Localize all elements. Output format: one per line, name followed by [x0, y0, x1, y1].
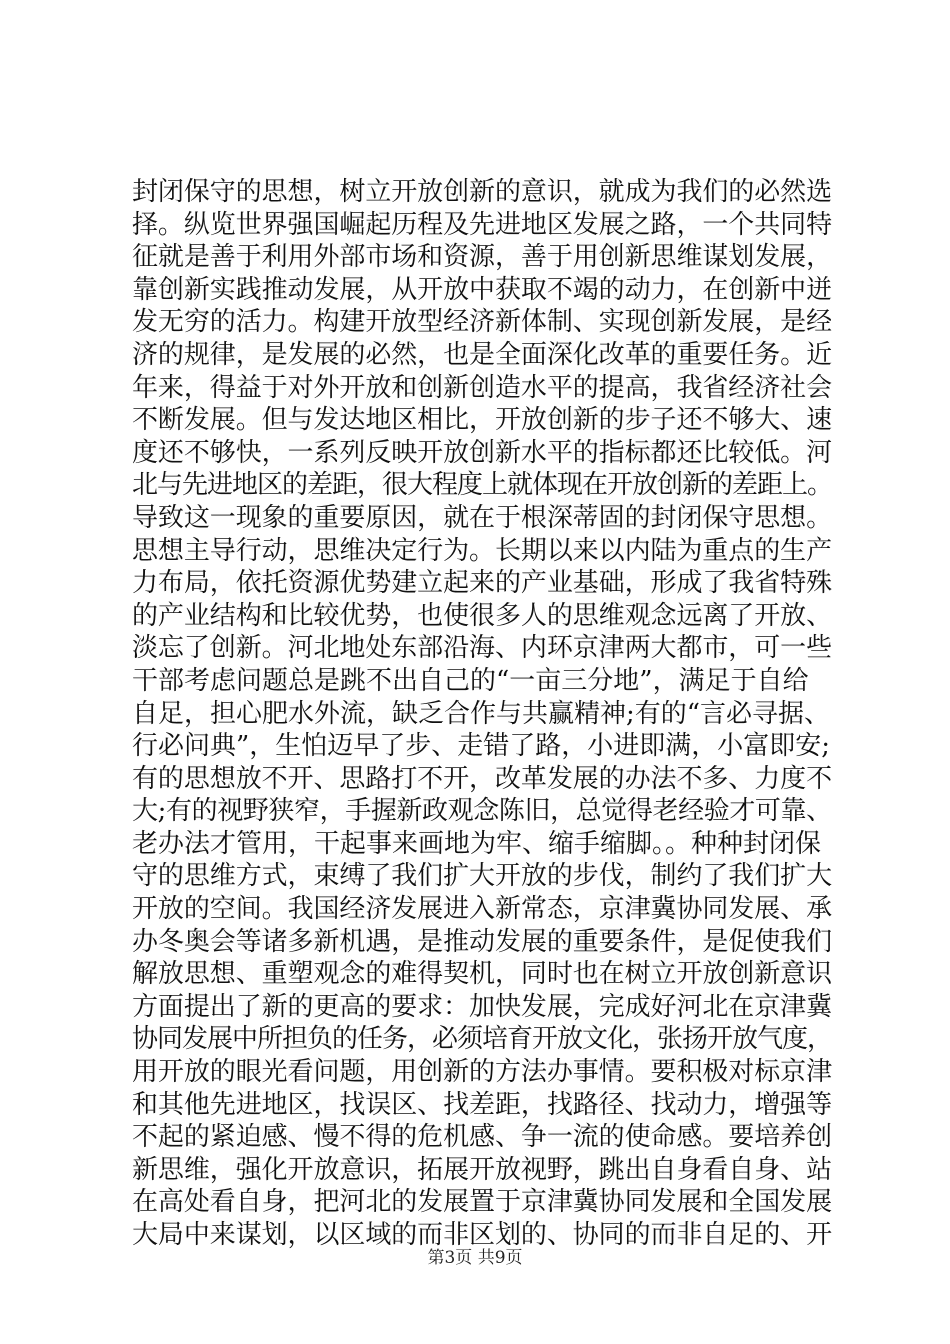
text-line: 择。纵览世界强国崛起历程及先进地区发展之路，一个共同特 — [132, 209, 833, 240]
text-line: 度还不够快，一系列反映开放创新水平的指标都还比较低。河 — [132, 437, 833, 468]
page-number-footer: 第3页 共9页 — [427, 1248, 523, 1268]
text-line: 靠创新实践推动发展，从开放中获取不竭的动力，在创新中迸 — [132, 274, 833, 305]
text-line: 封闭保守的思想，树立开放创新的意识，就成为我们的必然选 — [132, 177, 833, 207]
text-line: 新思维，强化开放意识，拓展开放视野，跳出自身看自身、站 — [132, 1154, 833, 1185]
text-line: 不起的紧迫感、慢不得的危机感、争一流的使命感。要培养创 — [132, 1122, 833, 1153]
text-line: 办冬奥会等诸多新机遇，是推动发展的重要条件，是促使我们 — [132, 926, 833, 957]
text-line: 自足，担心肥水外流，缺乏合作与共赢精神;有的“言必寻据、 — [132, 698, 831, 729]
text-line: 淡忘了创新。河北地处东部沿海、内环京津两大都市，可一些 — [132, 633, 833, 664]
text-line: 思想主导行动，思维决定行为。长期以来以内陆为重点的生产 — [132, 535, 833, 566]
text-line: 守的思维方式，束缚了我们扩大开放的步伐，制约了我们扩大 — [132, 861, 833, 892]
text-line: 解放思想、重塑观念的难得契机，同时也在树立开放创新意识 — [132, 959, 833, 990]
text-line: 发无穷的活力。构建开放型经济新体制、实现创新发展，是经 — [132, 307, 833, 338]
text-line: 行必问典”，生怕迈早了步、走错了路，小进即满，小富即安; — [132, 731, 831, 762]
text-line: 开放的空间。我国经济发展进入新常态，京津冀协同发展、承 — [132, 894, 833, 925]
text-line: 导致这一现象的重要原因，就在于根深蒂固的封闭保守思想。 — [132, 502, 833, 533]
text-line: 用开放的眼光看问题，用创新的方法办事情。要积极对标京津 — [132, 1057, 833, 1088]
text-line: 济的规律，是发展的必然，也是全面深化改革的重要任务。近 — [132, 339, 833, 370]
text-line: 干部考虑问题总是跳不出自己的“一亩三分地”，满足于自给 — [132, 665, 809, 696]
text-line: 不断发展。但与发达地区相比，开放创新的步子还不够大、速 — [132, 405, 833, 436]
text-line: 大;有的视野狭窄，手握新政观念陈旧，总觉得老经验才可靠、 — [132, 796, 832, 827]
text-line: 力布局，依托资源优势建立起来的产业基础，形成了我省特殊 — [132, 568, 833, 599]
text-line: 年来，得益于对外开放和创新创造水平的提高，我省经济社会 — [132, 372, 833, 403]
text-line: 老办法才管用，干起事来画地为牢、缩手缩脚。。种种封闭保 — [132, 828, 822, 859]
text-line: 方面提出了新的更高的要求：加快发展，完成好河北在京津冀 — [132, 991, 833, 1022]
text-line: 征就是善于利用外部市场和资源，善于用创新思维谋划发展， — [132, 242, 833, 273]
text-line: 的产业结构和比较优势，也使很多人的思维观念远离了开放、 — [132, 600, 833, 631]
text-line: 协同发展中所担负的任务，必须培育开放文化，张扬开放气度， — [132, 1024, 833, 1055]
body-paragraph — [132, 176, 832, 1252]
text-line: 和其他先进地区，找误区、找差距，找路径、找动力，增强等 — [132, 1089, 833, 1120]
text-line: 有的思想放不开、思路打不开，改革发展的办法不多、力度不 — [132, 763, 833, 794]
text-line: 北与先进地区的差距，很大程度上就体现在开放创新的差距上。 — [132, 470, 833, 501]
text-line: 在高处看自身，把河北的发展置于京津冀协同发展和全国发展 — [132, 1187, 833, 1218]
text-line: 大局中来谋划，以区域的而非区划的、协同的而非自足的、开 — [132, 1220, 833, 1250]
